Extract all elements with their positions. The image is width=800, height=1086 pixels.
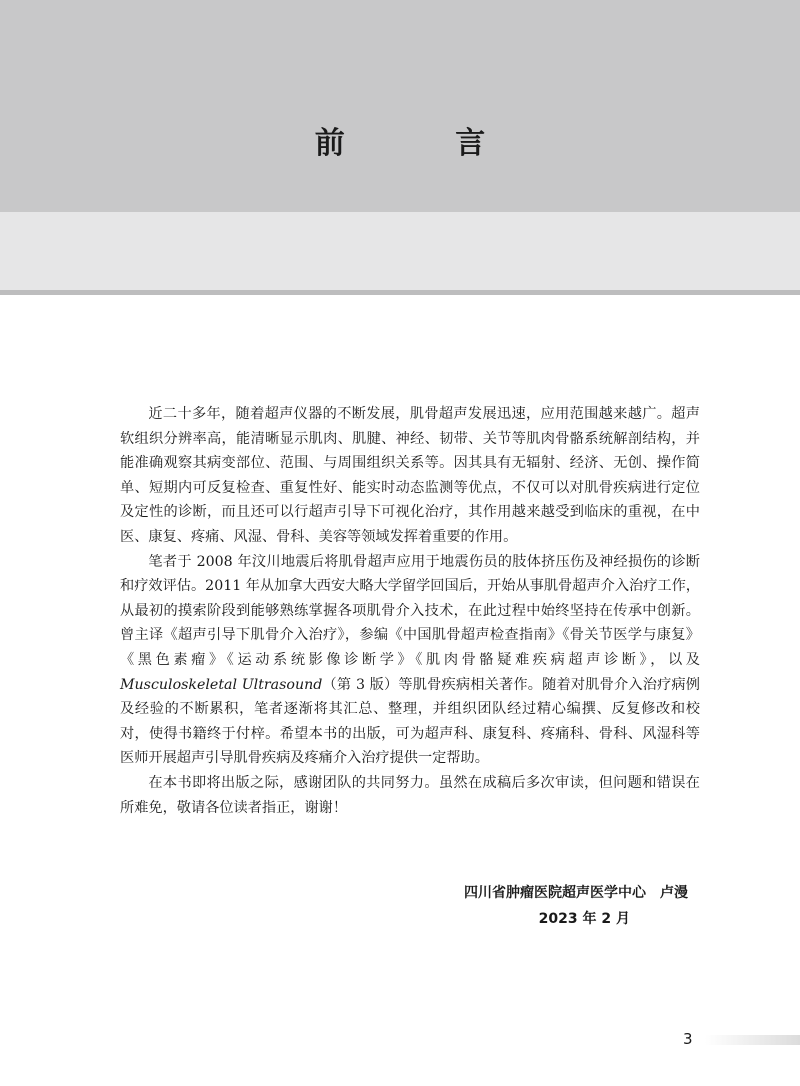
- book-title-italic: Musculoskeletal Ultrasound: [120, 676, 323, 693]
- header-divider: [0, 290, 800, 295]
- header-subband: [0, 212, 800, 290]
- paragraph-2: [120, 550, 700, 771]
- body-text: [120, 402, 700, 820]
- signature-date: 2023 年 2 月: [538, 911, 630, 927]
- page-number: 3: [683, 1030, 693, 1048]
- paragraph-3: 在本书即将出版之际，感谢团队的共同努力。虽然在成稿后多次审读，但问题和错误在所难免，敬请各位读者指正，谢谢！: [120, 774, 700, 816]
- paragraph-2-part-2: （第 3 版）等肌骨疾病相关著作。随着对肌骨介入治疗病例及经验的不断累积，笔者逐渐将其汇总、整理，并组织团队经过精心编撰、反复修改和校对，使得书籍终于付梓。希望本书的出版，可为超声科、康复科、疼痛科、骨科、风湿科等医师开展超声引导肌骨疾病及疼痛介入治疗提供一定帮助。: [120, 676, 700, 767]
- signature: [464, 880, 688, 932]
- page-number-bar: [705, 1035, 800, 1045]
- header-band: [0, 0, 800, 212]
- paragraph-2-part-1: 笔者于 2008 年汶川地震后将肌骨超声应用于地震伤员的肢体挤压伤及神经损伤的诊断和疗效评估。2011 年从加拿大西安大略大学留学回国后，开始从事肌骨超声介入治疗工作，从最初的摸索阶段到能够熟练掌握各项肌骨介入技术，在此过程中始终坚持在传承中创新。曾主译《超声引导下肌骨介入治疗》，参编《中国肌骨超声检查指南》《骨关节医学与康复》《黑色素瘤》《运动系统影像诊断学》《肌肉骨骼疑难疾病超声诊断》，以及: [120, 553, 700, 668]
- signature-affiliation: 四川省肿瘤医院超声医学中心 卢漫: [464, 885, 688, 901]
- page-title: 前 言: [314, 126, 536, 161]
- paragraph-1: 近二十多年，随着超声仪器的不断发展，肌骨超声发展迅速，应用范围越来越广。超声软组织分辨率高，能清晰显示肌肉、肌腱、神经、韧带、关节等肌肉骨骼系统解剖结构，并能准确观察其病变部位、范围、与周围组织关系等。因其具有无辐射、经济、无创、操作简单、短期内可反复检查、重复性好、能实时动态监测等优点，不仅可以对肌骨疾病进行定位及定性的诊断，而且还可以行超声引导下可视化治疗，其作用越来越受到临床的重视，在中医、康复、疼痛、风湿、骨科、美容等领域发挥着重要的作用。: [120, 406, 700, 545]
